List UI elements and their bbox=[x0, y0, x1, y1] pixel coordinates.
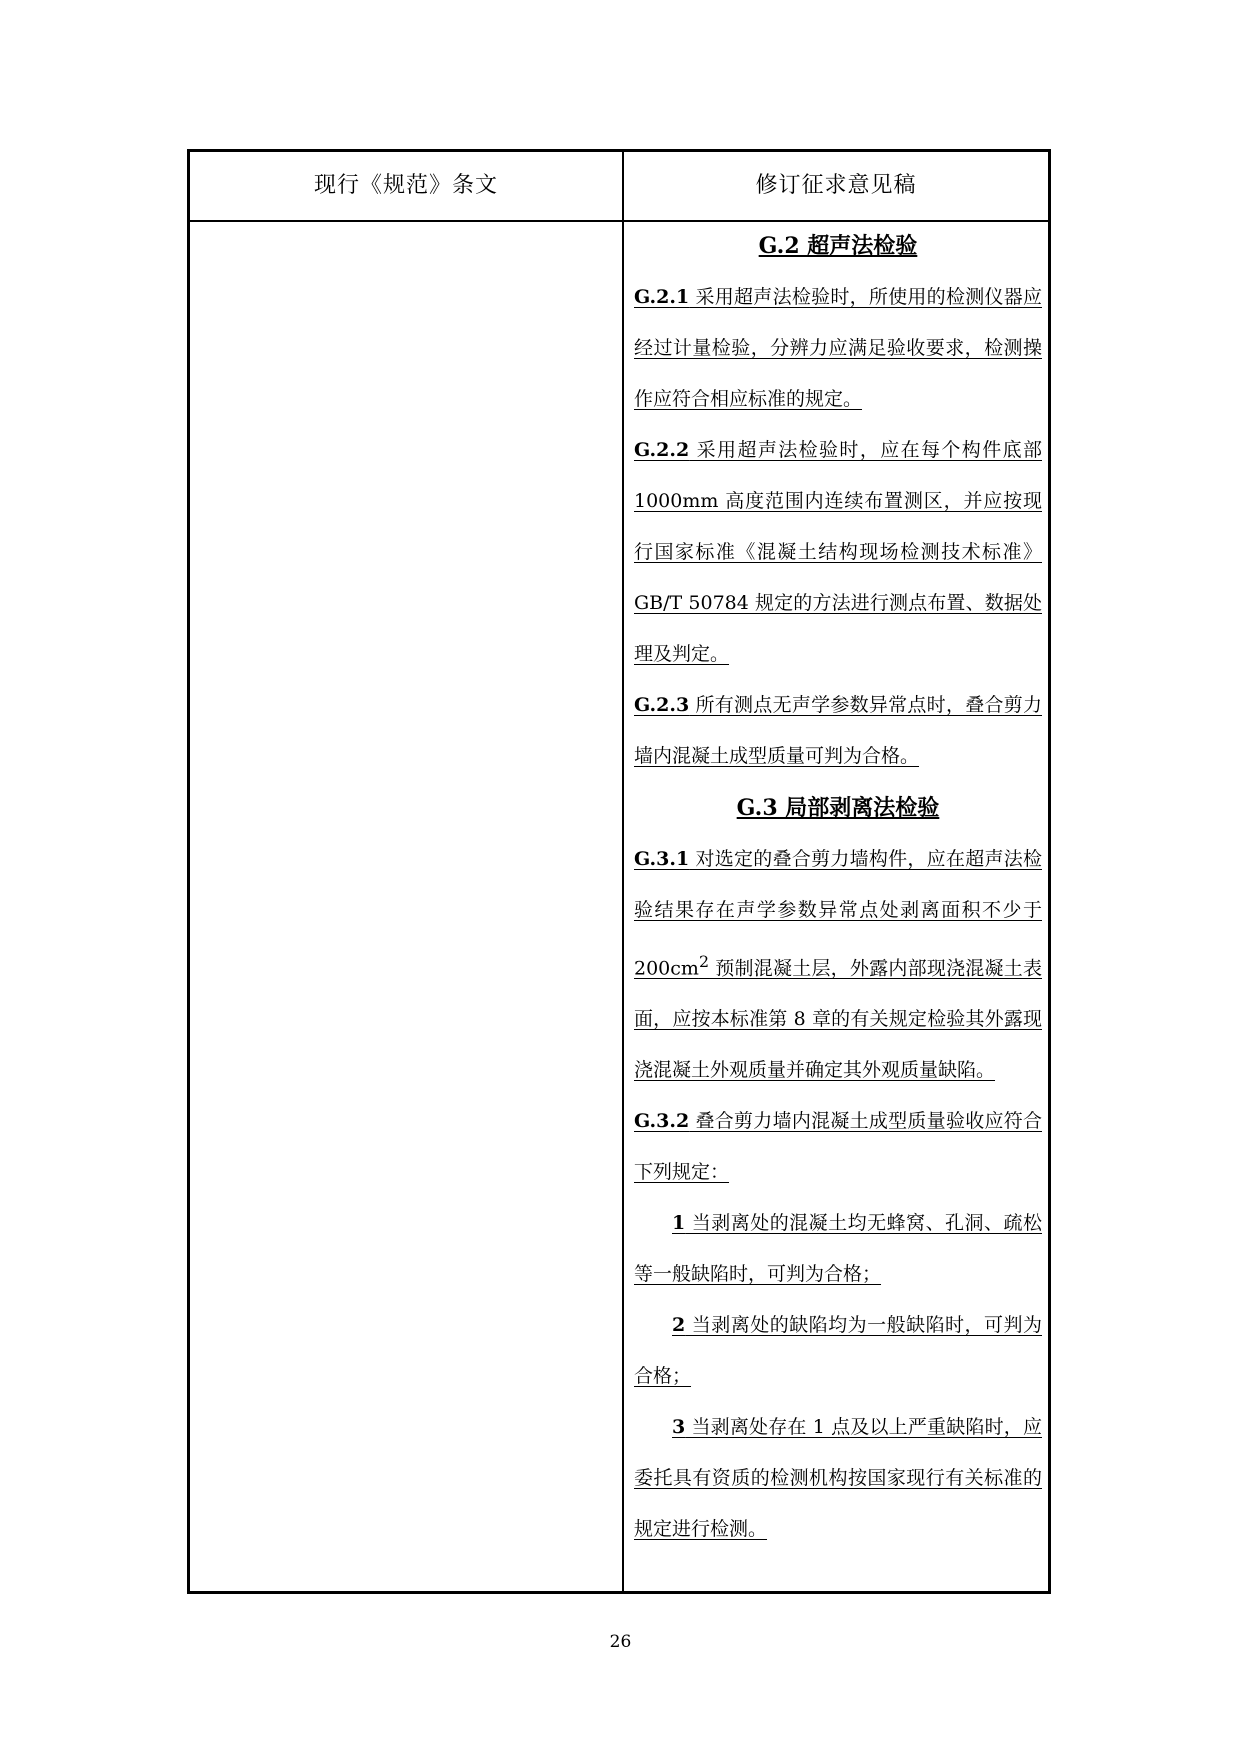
header-revision-draft: 修订征求意见稿 bbox=[755, 173, 917, 198]
clause-g3-2 bbox=[634, 1096, 1042, 1198]
clause-g3-1 bbox=[634, 834, 1042, 1096]
section-title-g3: G.3 局部剥离法检验 bbox=[736, 795, 940, 821]
clause-number: G.2.2 bbox=[634, 439, 690, 461]
item-text: 当剥离处存在 1 点及以上严重缺陷时，应委托具有资质的检测机构按国家现行有关标准的规定进行检测。 bbox=[634, 1416, 1042, 1541]
clause-text: 采用超声法检验时，应在每个构件底部 1000mm 高度范围内连续布置测区，并应按现行国家标准《混凝土结构现场检测技术标准》GB/T 50784 规定的方法进行测点布置、数据处理及判定。 bbox=[634, 439, 1042, 665]
clause-number: G.3.1 bbox=[634, 848, 690, 870]
section-title-g2: G.2 超声法检验 bbox=[758, 233, 918, 259]
clause-g2-3 bbox=[634, 680, 1042, 782]
page-number: 26 bbox=[609, 1632, 632, 1652]
column-divider bbox=[622, 152, 624, 1591]
item-number: 2 bbox=[672, 1314, 686, 1337]
clause-text: 叠合剪力墙内混凝土成型质量验收应符合下列规定： bbox=[634, 1110, 1042, 1184]
clause-g2-1 bbox=[634, 272, 1042, 425]
comparison-table bbox=[187, 149, 1051, 1594]
revision-content bbox=[634, 220, 1042, 1555]
item-text: 当剥离处的缺陷均为一般缺陷时，可判为合格； bbox=[634, 1314, 1042, 1388]
list-item-3 bbox=[634, 1402, 1042, 1555]
list-item-2 bbox=[634, 1300, 1042, 1402]
clause-number: G.2.1 bbox=[634, 286, 690, 308]
header-current-code: 现行《规范》条文 bbox=[313, 173, 498, 198]
item-number: 3 bbox=[672, 1416, 686, 1439]
clause-text: 所有测点无声学参数异常点时，叠合剪力墙内混凝土成型质量可判为合格。 bbox=[634, 694, 1042, 767]
item-number: 1 bbox=[672, 1212, 686, 1235]
list-item-1 bbox=[634, 1198, 1042, 1300]
clause-number: G.2.3 bbox=[634, 694, 690, 716]
clause-g2-2 bbox=[634, 425, 1042, 680]
clause-text: 预制混凝土层，外露内部现浇混凝土表面，应按本标准第 8 章的有关规定检验其外露现浇混凝土外观质量并确定其外观质量缺陷。 bbox=[634, 957, 1042, 1082]
clause-text: 对选定的叠合剪力墙构件，应在超声法检验结果存在声学参数异常点处剥离面积不少于 200cm bbox=[634, 848, 1042, 980]
clause-text: 采用超声法检验时，所使用的检测仪器应经过计量检验，分辨力应满足验收要求，检测操作应符合相应标准的规定。 bbox=[634, 286, 1042, 410]
clause-number: G.3.2 bbox=[634, 1110, 690, 1133]
superscript: 2 bbox=[698, 952, 710, 971]
item-text: 当剥离处的混凝土均无蜂窝、孔洞、疏松等一般缺陷时，可判为合格； bbox=[634, 1212, 1042, 1286]
